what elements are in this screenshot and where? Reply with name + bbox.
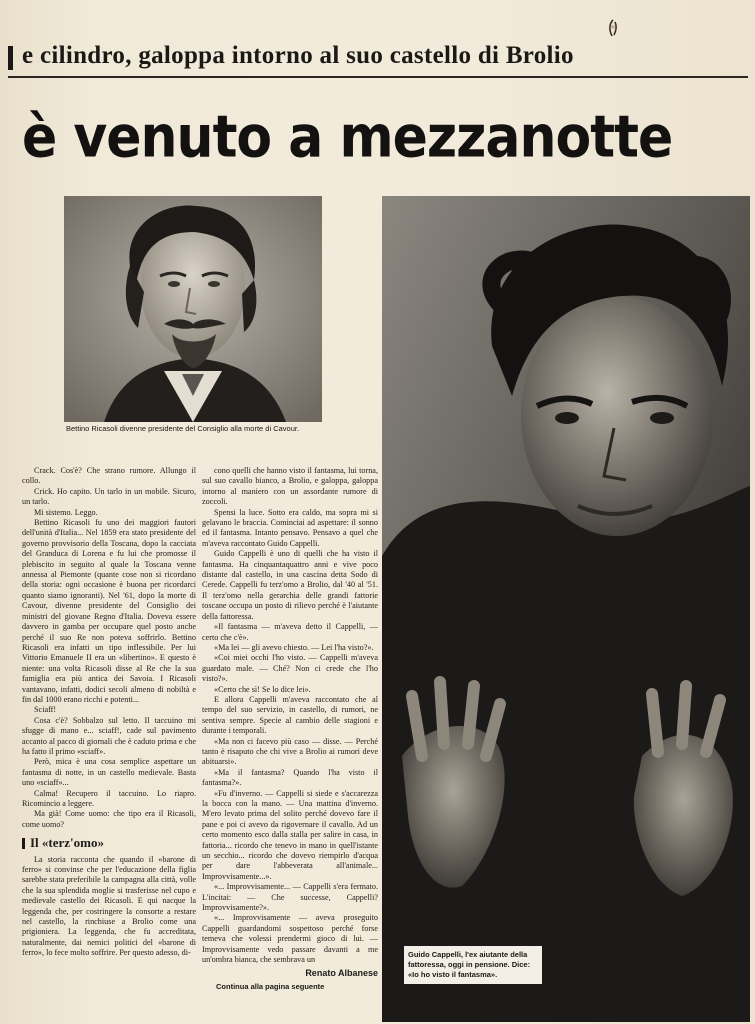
paragraph: «Coi miei occhi l'ho visto. — Cappelli m'aveva guardato male. — Ché? Non ci crede che l'ho visto?». <box>202 653 378 684</box>
page-corner-mark-icon <box>604 18 622 38</box>
portrait-caption: Bettino Ricasoli divenne presidente del Consiglio alla morte di Cavour. <box>66 424 300 433</box>
cappelli-photo <box>382 196 750 1022</box>
paragraph: La storia racconta che quando il «barone di ferro» si convinse che per l'educazione della figlia sarebbe stata preferibile la campagna alla città, volle che la sua splendida moglie si trasferisse nel cupo e medievale castello dei Ricasoli. E qui nacque la leggenda che, per costringere la consorte a restare nel castello, la rinchiuse a Brolio come una prigioniera. La leggenda, che fu accreditata, naturalmente, dai nemici politici del «barone di ferro», lo fece molto soffrire. Per questo adesso, di- <box>22 854 196 958</box>
continues-note: Continua alla pagina seguente <box>216 982 325 991</box>
cappelli-caption: Guido Cappelli, l'ex aiutante della fattoressa, oggi in pensione. Dice: «Io ho visto il fantasma». <box>404 946 542 984</box>
paragraph: «... Improvvisamente... — Cappelli s'era fermato. L'incitai: — Che successe, Cappelli? Improvvisamente?». <box>202 882 378 913</box>
article-column-2 <box>202 466 378 978</box>
paragraph: «Fu d'inverno. — Cappelli si siede e s'accarezza la bocca con la mano. — Una mattina d'inverno. M'ero levato prima del solito perché dovevo fare il pane e poi ci avevo da rigovernare il cavallo. Ad un certo momento esco dalla stalla per salire in casa, in fattoria... ricordo che tenevo in mano in quell'istante un secchio... ricordo che dovevo riempirlo d'acqua per dare l'abbeverata all'animale... Improvvisamente...». <box>202 788 378 881</box>
paragraph: Spensi la luce. Sotto era caldo, ma sopra mi si gelavano le braccia. Cominciai ad aspettare: il sonno ed il fantasma. Intanto pensavo. Pensavo a quel che m'aveva raccontato Guido Cappelli. <box>202 507 378 548</box>
subheading: Il «terz'omo» <box>22 838 196 848</box>
paragraph: Ma già! Come uomo: che tipo era il Ricasoli, come uomo? <box>22 809 196 829</box>
paragraph: Crick. Ho capito. Un tarlo in un mobile. Sicuro, un tarlo. <box>22 486 196 507</box>
kicker-marker <box>8 46 13 70</box>
paragraph: E allora Cappelli m'aveva raccontato che al tempo del suo servizio, in castello, di rumori, ne sentiva sempre. Specie al cambio delle stagioni e durante i temporali. <box>202 694 378 736</box>
paragraph: «Ma il fantasma? Quando l'ha visto il fantasma?». <box>202 767 378 788</box>
author-signature: Renato Albanese <box>305 967 378 978</box>
paragraph: Crack. Cos'è? Che strano rumore. Allungo il collo. <box>22 466 196 486</box>
kicker-text: e cilindro, galoppa intorno al suo castello di Brolio <box>22 42 574 69</box>
paragraph: Bettino Ricasoli fu uno dei maggiori fautori dell'unità d'Italia... Nel 1859 era stato presidente del governo provvisorio della Toscana, dopo la cacciata del Granduca di Lorena e fu lui che promosse il plebiscito in seguito al quale la Toscana venne annessa al Piemonte (quante cose non si ricordano della storia: ogni occasione è buona per ricordarci quanto siamo ignoranti). Nel '61, dopo la morte di Cavour, divenne presidente del Consiglio dei ministri del giovane Regno d'Italia. Doveva essere davvero in gamba per occupare quel posto anche perché il suo Re non poteva soffrirlo. Bettino Ricasoli era infatti un tipo inflessibile. Per lui Vittorio Emanuele II era un «libertino». E questo è niente: una volta Ricasoli disse al Re che la sua famiglia era più antica dei Savoia. I Ricasoli vantavano, infatti, dodici secoli almeno di nobiltà e fin dal 1000 erano ricchi e potenti... <box>22 518 196 704</box>
paragraph: «Il fantasma — m'aveva detto il Cappelli, — certo che c'è». <box>202 622 378 642</box>
paragraph: «... Improvvisamente — aveva proseguito Cappelli guardandomi sospettoso perché forse temeva che volessi prendermi gioco di lui. — Improvvisamente vedo passare davanti a me un'ombra bianca, che sembrava un <box>202 913 378 965</box>
paragraph: Mi sistemo. Leggo. <box>34 507 98 517</box>
portrait-illustration <box>64 196 322 422</box>
paragraph: Calma! Recupero il taccuino. Lo riapro. Ricomincio a leggere. <box>22 788 196 808</box>
article-column-1 <box>22 466 196 959</box>
paragraph: cono quelli che hanno visto il fantasma, lui torna, sul suo cavallo bianco, a Brolio, e galoppa, galoppa intorno al maniero con un assordante rumore di zoccoli. <box>202 466 378 507</box>
paragraph: Cosa c'è? Sobbalzo sul letto. Il taccuino mi sfugge di mano e... sciaff!, cade sul pavimento accanto al pacco di giornali che è caduto prima e che ha fatto il primo «sciaff». <box>22 715 196 756</box>
paragraph: Guido Cappelli è uno di quelli che ha visto il fantasma. Ha cinquantaquattro anni e vive poco distante dal castello, in una cascina detta Sodo di Cerede. Cappelli fu terz'omo a Brolio, dal '40 al '51. Il terz'omo nella gerarchia delle grandi fattorie toscane occupa un posto di rilievo perché è l'aiutante della fattoressa. <box>202 549 378 621</box>
paragraph: Sciaff! <box>34 705 57 715</box>
paragraph: «Ma non ci facevo più caso — disse. — Perché tanto è risaputo che chi vive a Brolio ai rumori deve abituarsi». <box>202 736 378 767</box>
paragraph: «Ma lei — gli avevo chiesto. — Lei l'ha visto?». <box>214 642 374 652</box>
cappelli-illustration <box>382 196 750 1022</box>
kicker-bar <box>8 40 748 78</box>
paragraph: «Certo che sì! Se lo dice lei». <box>214 684 311 694</box>
headline: è venuto a mezzanotte <box>22 104 673 172</box>
ricasoli-portrait-photo <box>64 196 322 422</box>
paragraph: Però, mica è una cosa semplice aspettare un fantasma di notte, in un castello medievale. Basta uno «sciaff»... <box>22 757 196 788</box>
